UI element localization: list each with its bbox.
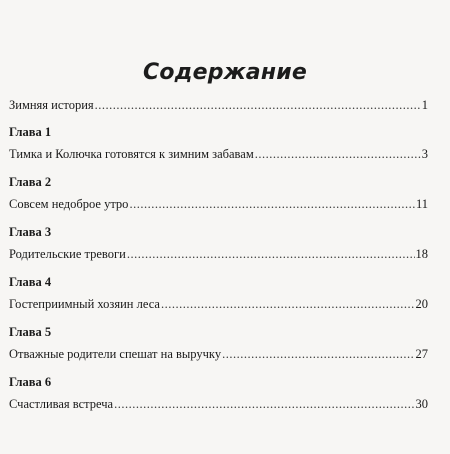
entry-title: Совсем недоброе утро (9, 197, 129, 211)
entry-page-number: 20 (415, 297, 428, 311)
toc-chapter-1 (9, 125, 428, 162)
entry-title: Родительские тревоги (9, 247, 126, 261)
entry-title: Счастливая встреча (9, 397, 114, 411)
dot-leader (95, 98, 421, 113)
toc-entry (9, 397, 428, 412)
entry-page-number: 27 (415, 347, 428, 361)
entry-page-number: 11 (415, 197, 428, 211)
toc-chapter-3 (9, 225, 428, 262)
entry-title: Тимка и Колючка готовятся к зимним забавам (9, 147, 254, 161)
dot-leader (161, 297, 415, 312)
toc-entry (9, 347, 428, 362)
chapter-label: Глава 6 (9, 375, 52, 389)
dot-leader (129, 197, 415, 212)
dot-leader (255, 147, 421, 162)
chapter-label: Глава 5 (9, 325, 52, 339)
toc-chapter-2 (9, 175, 428, 212)
toc-chapter-4 (9, 275, 428, 312)
chapter-label: Глава 1 (9, 125, 52, 139)
entry-title: Отважные родители спешат на выручку (9, 347, 222, 361)
toc-entry (9, 197, 428, 212)
entry-page-number: 3 (421, 147, 428, 161)
toc-entry (9, 297, 428, 312)
toc-chapter-5 (9, 325, 428, 362)
chapter-label: Глава 3 (9, 225, 52, 239)
chapter-label: Глава 2 (9, 175, 52, 189)
table-of-contents (9, 98, 428, 412)
dot-leader (222, 347, 414, 362)
chapter-label: Глава 4 (9, 275, 52, 289)
dot-leader (127, 247, 415, 262)
toc-entry (9, 247, 428, 262)
contents-title: Содержание (143, 60, 307, 85)
dot-leader (114, 397, 414, 412)
entry-title: Гостеприимный хозяин леса (9, 297, 160, 311)
toc-chapter-6 (9, 375, 428, 412)
toc-entry (9, 147, 428, 162)
entry-page-number: 30 (415, 397, 428, 411)
entry-title: Зимняя история (9, 98, 94, 112)
toc-entry-intro (9, 98, 428, 113)
entry-page-number: 18 (415, 247, 428, 261)
entry-page-number: 1 (421, 98, 428, 112)
